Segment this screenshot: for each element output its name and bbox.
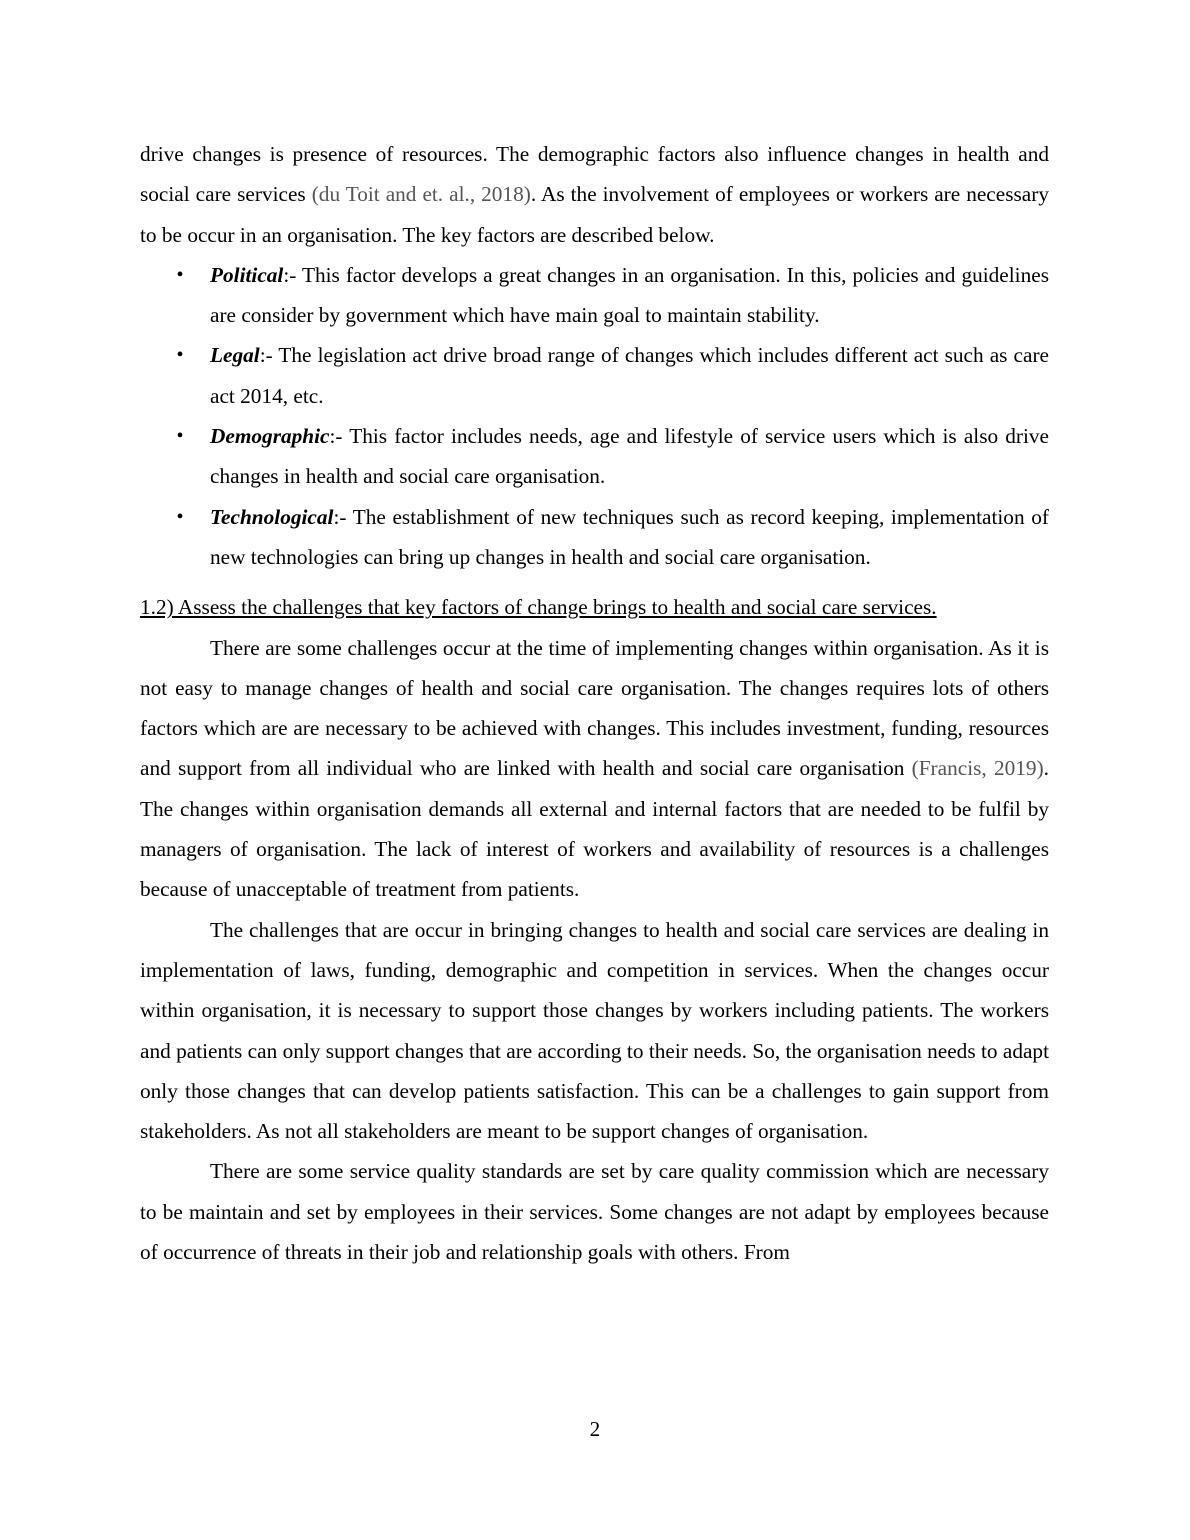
intro-paragraph: [140, 134, 1049, 255]
paragraph1-text-after-cite: . The changes within organisation demands all external and internal factors that are needed to be fulfil by managers of organisation. The lack of interest of workers and availability of resources is a challenges because of unacceptable of treatment from patients.: [140, 756, 1049, 902]
factor-item-political: [140, 255, 1049, 336]
factor-term: Technological: [210, 504, 334, 529]
factor-term: Legal: [210, 343, 260, 368]
paragraph1-text-before-cite: There are some challenges occur at the time of implementing changes within organisation. As it is not easy to manage changes of health and social care organisation. The changes requires lots of others factors which are are necessary to be achieved with changes. This includes investment, funding, resources and support from all individual who are linked with health and social care organisation: [140, 635, 1049, 781]
factor-term: Demographic: [210, 424, 330, 449]
factor-description: :- This factor includes needs, age and lifestyle of service users which is also drive changes in health and social care organisation.: [210, 424, 1049, 489]
section-heading: 1.2) Assess the challenges that key factors of change brings to health and social care services.: [140, 595, 937, 620]
bullet-icon: •: [176, 425, 184, 448]
factor-description: :- This factor develops a great changes in an organisation. In this, policies and guidelines are consider by government which have main goal to maintain stability.: [210, 262, 1049, 328]
factor-item-technological: [140, 497, 1049, 578]
citation-francis: (Francis, 2019): [911, 756, 1044, 781]
factor-item-demographic: [140, 416, 1049, 497]
body-paragraph-2: The challenges that are occur in bringing changes to health and social care services are dealing in implementation of laws, funding, demographic and competition in services. When the changes occur within organisation, it is necessary to support those changes by workers including patients. The workers and patients can only support changes that are according to their needs. So, the organisation needs to adapt only those changes that can develop patients satisfaction. This can be a challenges to gain support from stakeholders. As not all stakeholders are meant to be support changes of organisation.: [140, 917, 1049, 1144]
factor-description: :- The legislation act drive broad range of changes which includes different act such as care act 2014, etc.: [210, 343, 1049, 408]
intro-text-before-cite: drive changes is presence of resources. The demographic factors also influence changes in health and social care services: [140, 142, 1049, 207]
key-factors-list: [140, 255, 1049, 577]
bullet-icon: •: [176, 344, 184, 367]
factor-description: :- The establishment of new techniques such as record keeping, implementation of new technologies can bring up changes in health and social care organisation.: [210, 504, 1049, 569]
factor-term: Political: [210, 262, 284, 287]
page-number: 2: [589, 1417, 601, 1441]
citation-du-toit: (du Toit and et. al., 2018): [311, 182, 531, 207]
body-paragraph-1: [140, 628, 1049, 910]
factor-item-legal: [140, 335, 1049, 416]
body-paragraph-3: There are some service quality standards are set by care quality commission which are necessary to be maintain and set by employees in their services. Some changes are not adapt by employees because of occurrence of threats in their job and relationship goals with others. From: [140, 1159, 1049, 1265]
document-page: [140, 134, 1049, 1272]
bullet-icon: •: [176, 263, 184, 286]
intro-text-after-cite: . As the involvement of employees or workers are necessary to be occur in an organisation. The key factors are described below.: [140, 182, 1049, 247]
bullet-icon: •: [176, 505, 184, 528]
